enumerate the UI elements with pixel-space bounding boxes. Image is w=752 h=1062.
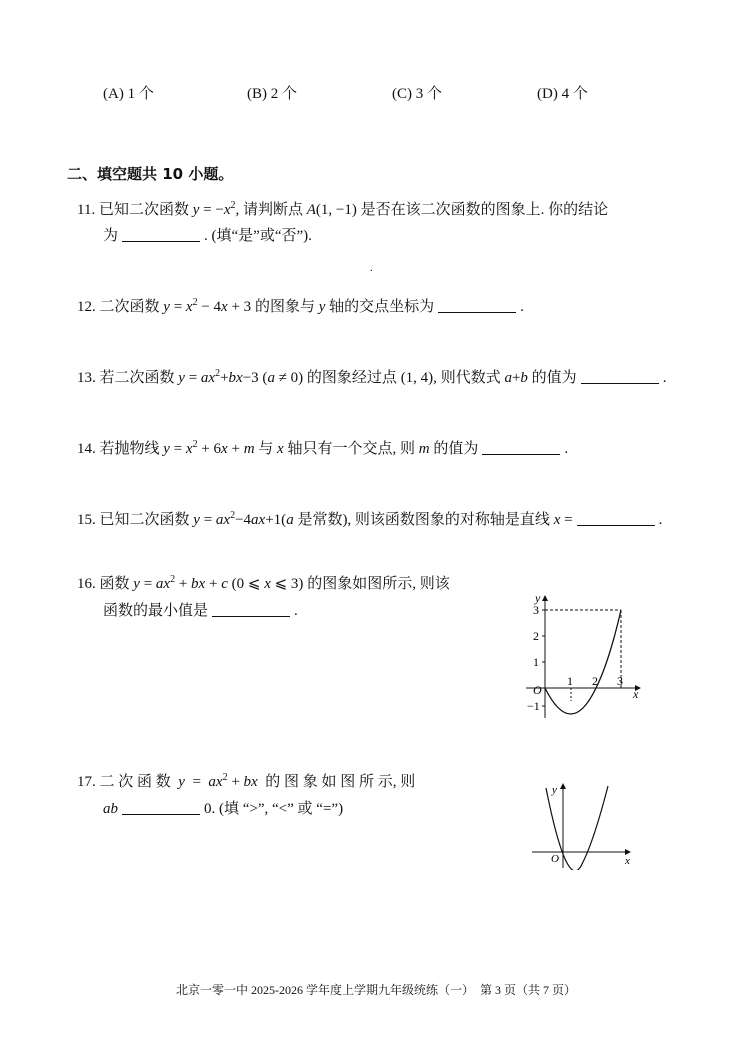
answer-blank[interactable] <box>122 227 200 242</box>
graph-16 <box>518 588 648 723</box>
option-b: (B) 2 个 <box>247 86 297 102</box>
graph-17 <box>528 780 643 870</box>
option-c: (C) 3 个 <box>392 86 442 102</box>
question-15: 15. 已知二次函数 $y = ax^2-4ax+1(a$ 是常数), 则该函数图象的对称轴是直线 x = . <box>77 510 663 528</box>
section-title: 二、填空题共 10 小题。 <box>67 165 234 183</box>
option-a: (A) 1 个 <box>103 86 154 102</box>
x-tick-label: 3 <box>617 674 623 688</box>
question-17-cont: ab 0. (填 “>”, “<” 或 “=”) <box>103 801 344 817</box>
origin-label: O <box>551 853 559 865</box>
y-tick-label: −1 <box>527 699 540 713</box>
question-16-cont: 函数的最小值是 . <box>103 603 298 619</box>
x-tick-label: 2 <box>592 674 598 688</box>
answer-blank[interactable] <box>122 800 200 815</box>
origin-label: O <box>533 683 542 697</box>
question-17: 17. 二 次 函 数 $y = ax^2$ + bx 的 图 象 如 图 所 示, 则 <box>77 772 416 790</box>
parabola-curve <box>545 610 621 714</box>
x-axis-label: x <box>633 687 639 701</box>
question-11: 11. 已知二次函数 $y = -x^2$, 请判断点 A(1, −1) 是否在该二次函数的图象上. 你的结论 <box>77 200 609 218</box>
question-11-cont: 为 . (填“是”或“否”). <box>103 228 312 244</box>
answer-blank[interactable] <box>581 369 659 384</box>
y-axis-label: y <box>552 784 557 796</box>
question-number: 11. <box>77 202 96 218</box>
y-tick-label: 2 <box>533 629 539 643</box>
question-13: 13. 若二次函数 $y = ax^2+bx-3$ (a ≠ 0) 的图象经过点 (1, 4), 则代数式 a+b 的值为 . <box>77 368 667 386</box>
answer-blank[interactable] <box>212 602 290 617</box>
question-12: 12. 二次函数 $y = x^2 - 4x + 3$ 的图象与 y 轴的交点坐标为 . <box>77 297 524 315</box>
y-axis-label: y <box>535 591 541 605</box>
answer-blank[interactable] <box>482 440 560 455</box>
y-tick-label: 1 <box>533 655 539 669</box>
page-footer: 北京一零一中 2025-2026 学年度上学期九年级统练（一） 第 3 页（共 7 页） <box>176 983 576 997</box>
x-axis-label: x <box>625 855 630 867</box>
stray-dot: . <box>370 262 373 274</box>
question-16: 16. 函数 $y = ax^2$ + bx + c (0 ⩽ x ⩽ 3) 的图象如图所示, 则该 <box>77 574 450 592</box>
x-tick-label: 1 <box>567 674 573 688</box>
y-tick-label: 3 <box>533 603 539 617</box>
answer-blank[interactable] <box>577 511 655 526</box>
option-d: (D) 4 个 <box>537 86 588 102</box>
answer-blank[interactable] <box>438 298 516 313</box>
question-14: 14. 若抛物线 $y = x^2 + 6x + m$ 与 x 轴只有一个交点, 则 m 的值为 . <box>77 439 569 457</box>
